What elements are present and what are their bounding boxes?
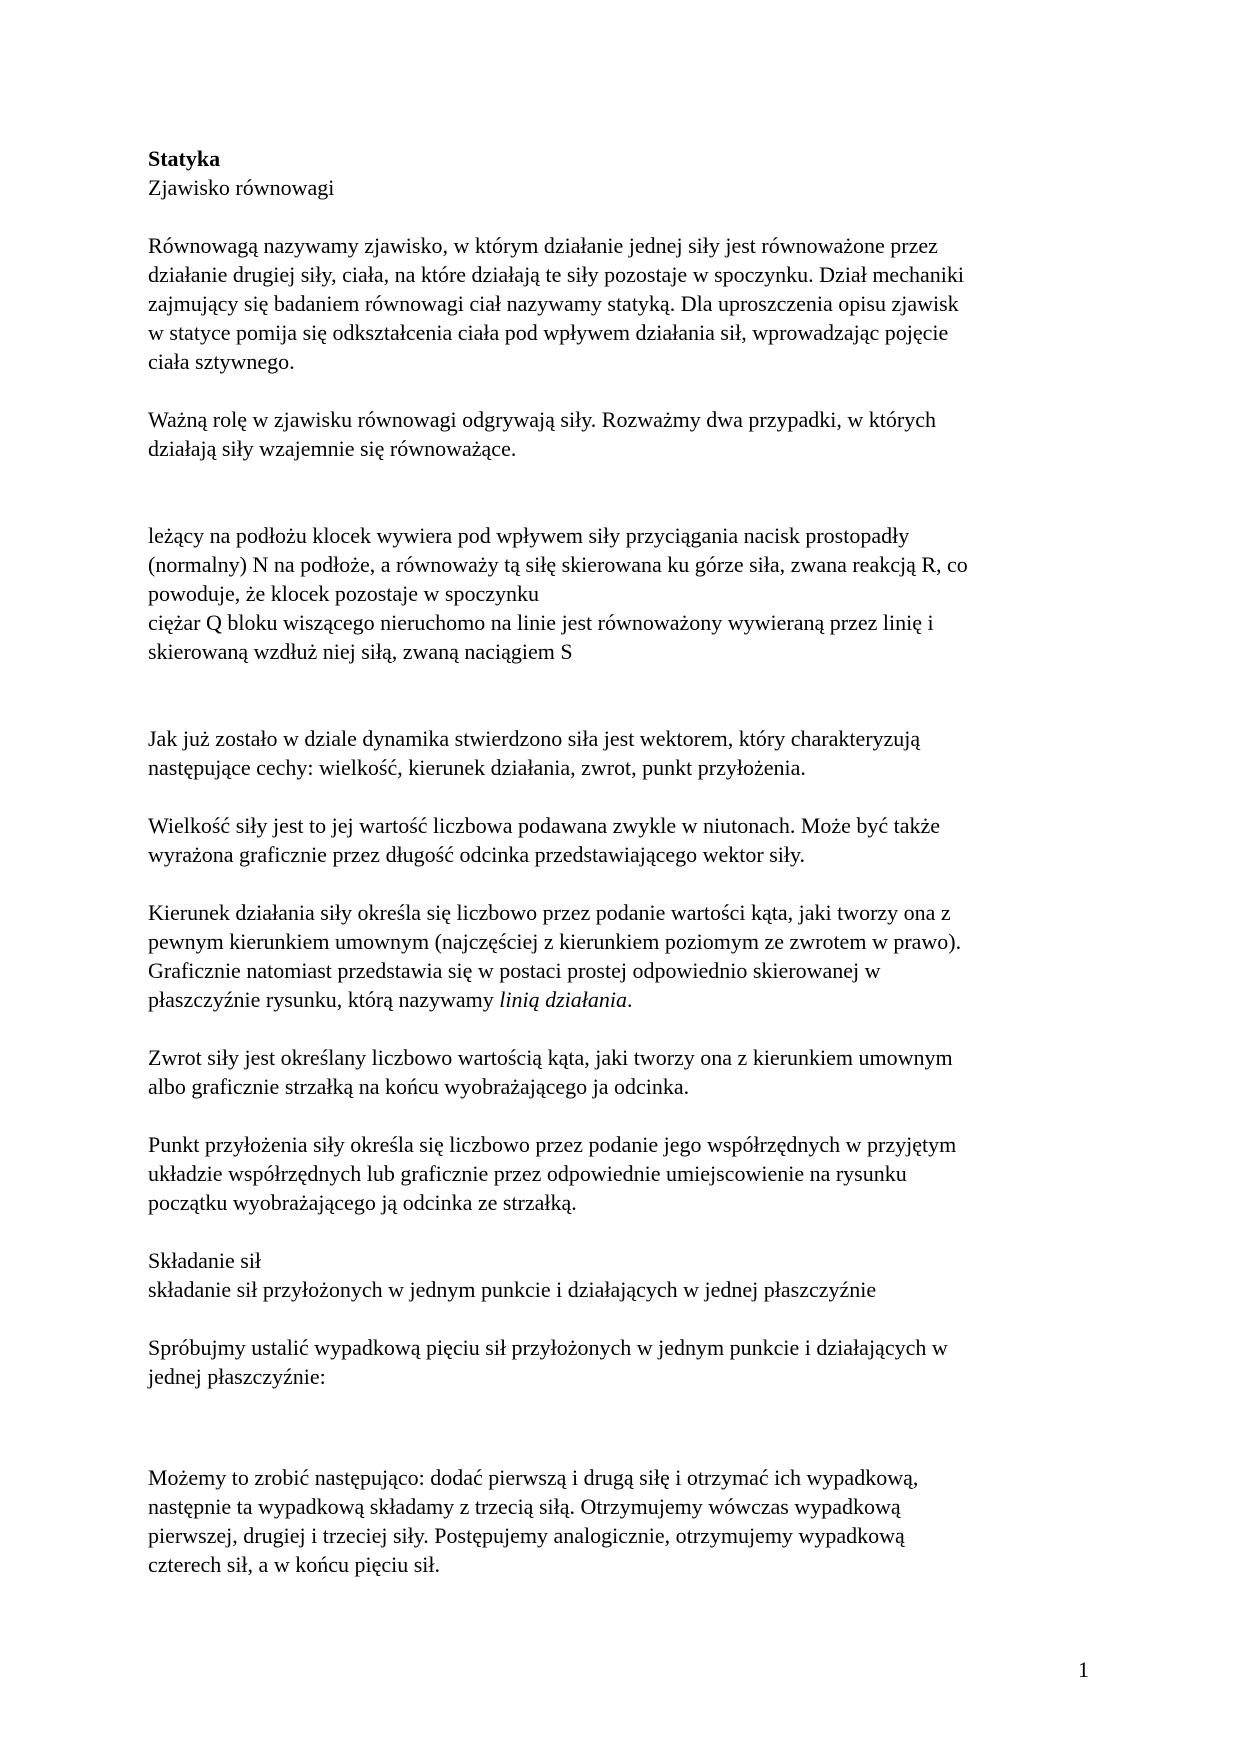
paragraph-1 [148, 231, 1088, 376]
paragraph-3 [148, 521, 1088, 666]
paragraph-4 [148, 724, 1088, 782]
paragraph-line: pierwszej, drugiej i trzeciej siły. Postępujemy analogicznie, otrzymujemy wypadkową [148, 1523, 905, 1548]
paragraph-11 [148, 1463, 1088, 1579]
paragraph-line: ciała sztywnego. [148, 349, 295, 374]
paragraph-line: powoduje, że klocek pozostaje w spoczynku [148, 581, 539, 606]
paragraph-7 [148, 1043, 1088, 1101]
paragraph-line: Wielkość siły jest to jej wartość liczbowa podawana zwykle w niutonach. Może być także [148, 813, 941, 838]
paragraph-line: Jak już zostało w dziale dynamika stwierdzono siła jest wektorem, który charakteryzują [148, 726, 921, 751]
paragraph-line: skierowaną wzdłuż niej siłą, zwaną naciągiem S [148, 639, 573, 664]
document-subtitle: Zjawisko równowagi [148, 175, 335, 200]
document-page [148, 144, 1088, 1579]
paragraph-line: jednej płaszczyźnie: [148, 1364, 326, 1389]
paragraph-line: działanie drugiej siły, ciała, na które działają te siły pozostaje w spoczynku. Dział mechaniki [148, 262, 964, 287]
paragraph-line: składanie sił przyłożonych w jednym punkcie i działających w jednej płaszczyźnie [148, 1277, 877, 1302]
paragraph-line: Graficznie natomiast przedstawia się w postaci prostej odpowiednio skierowanej w [148, 958, 881, 983]
paragraph-line: w statyce pomija się odkształcenia ciała pod wpływem działania sił, wprowadzając pojęcie [148, 320, 949, 345]
paragraph-line: Kierunek działania siły określa się liczbowo przez podanie wartości kąta, jaki tworzy ona z [148, 900, 951, 925]
paragraph-text: płaszczyźnie rysunku, którą nazywamy [148, 987, 500, 1012]
paragraph-line: Zwrot siły jest określany liczbowo wartością kąta, jaki tworzy ona z kierunkiem umownym [148, 1045, 953, 1070]
paragraph-line: albo graficznie strzałką na końcu wyobrażającego ja odcinka. [148, 1074, 690, 1099]
section-heading: Składanie sił [148, 1248, 262, 1273]
paragraph-line: Równowagą nazywamy zjawisko, w którym działanie jednej siły jest równoważone przez [148, 233, 938, 258]
paragraph-line: ciężar Q bloku wiszącego nieruchomo na linie jest równoważony wywieraną przez linię i [148, 610, 934, 635]
paragraph-text: . [627, 987, 633, 1012]
paragraph-6 [148, 898, 1088, 1014]
paragraph-line-with-term [148, 985, 1088, 1014]
paragraph-line: następnie ta wypadkową składamy z trzecią siłą. Otrzymujemy wówczas wypadkową [148, 1494, 901, 1519]
paragraph-9 [148, 1246, 1088, 1304]
paragraph-line: Ważną rolę w zjawisku równowagi odgrywają siły. Rozważmy dwa przypadki, w których [148, 407, 936, 432]
paragraph-line: czterech sił, a w końcu pięciu sił. [148, 1552, 441, 1577]
paragraph-line: zajmujący się badaniem równowagi ciał nazywamy statyką. Dla uproszczenia opisu zjawisk [148, 291, 959, 316]
paragraph-line: działają siły wzajemnie się równoważące. [148, 436, 517, 461]
paragraph-line: Punkt przyłożenia siły określa się liczbowo przez podanie jego współrzędnych w przyjętym [148, 1132, 957, 1157]
paragraph-line: układzie współrzędnych lub graficznie przez odpowiednie umiejscowienie na rysunku [148, 1161, 907, 1186]
paragraph-5 [148, 811, 1088, 869]
paragraph-2 [148, 405, 1088, 463]
page-number: 1 [1078, 1657, 1089, 1682]
paragraph-line: następujące cechy: wielkość, kierunek działania, zwrot, punkt przyłożenia. [148, 755, 806, 780]
paragraph-line: leżący na podłożu klocek wywiera pod wpływem siły przyciągania nacisk prostopadły [148, 523, 910, 548]
paragraph-line: Spróbujmy ustalić wypadkową pięciu sił przyłożonych w jednym punkcie i działających w [148, 1335, 948, 1360]
document-title: Statyka [148, 146, 221, 171]
term-linia-dzialania: linią działania [499, 987, 628, 1012]
paragraph-line: (normalny) N na podłoże, a równoważy tą siłę skierowana ku górze siła, zwana reakcją R, co [148, 552, 968, 577]
paragraph-line: pewnym kierunkiem umownym (najczęściej z kierunkiem poziomym ze zwrotem w prawo). [148, 929, 962, 954]
paragraph-8 [148, 1130, 1088, 1217]
paragraph-10 [148, 1333, 1088, 1391]
paragraph-line: wyrażona graficznie przez długość odcinka przedstawiającego wektor siły. [148, 842, 806, 867]
paragraph-line: Możemy to zrobić następująco: dodać pierwszą i drugą siłę i otrzymać ich wypadkową, [148, 1465, 919, 1490]
paragraph-line: początku wyobrażającego ją odcinka ze strzałką. [148, 1190, 577, 1215]
